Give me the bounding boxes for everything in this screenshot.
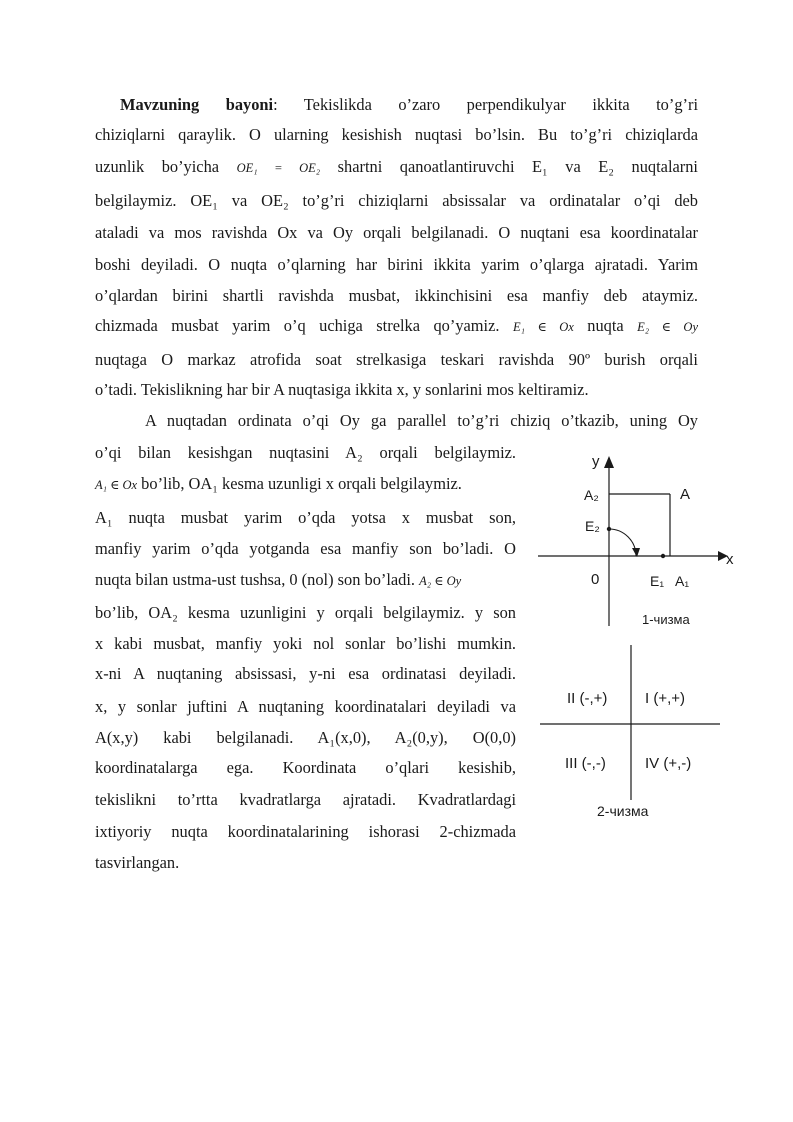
text-line: tekislikni to’rtta kvadratlarga ajratadi. Kvadratlardagi [95, 790, 516, 809]
text-line: tasvirlangan. [95, 853, 180, 872]
quadrant-2-label: II (-,+) [567, 690, 608, 707]
figure-2-quadrants [535, 640, 725, 825]
text-line: x, y sonlar juftini A nuqtaning koordinatalari deyiladi va [95, 697, 516, 716]
formula: E₂ ∈ Oy [637, 320, 698, 334]
text-line: o’qi bilan kesishgan nuqtasini A₂ orqali belgilaymiz. [95, 443, 516, 462]
formula: A₂ ∈ Oy [419, 574, 462, 588]
text-line: ataladi va mos ravishda Ox va Oy orqali belgilanadi. O nuqtani esa koordinatalar [95, 223, 698, 242]
formula: A₁ ∈ Ox [95, 478, 138, 492]
text-line: nuqtaga O markaz atrofida soat strelkasiga teskari ravishda 90º burish orqali [95, 350, 698, 369]
text-line: A nuqtadan ordinata o’qi Oy ga parallel to’g’ri chiziq o’tkazib, uning Oy [145, 411, 698, 430]
text-line: nuqta bilan ustma-ust tushsa, 0 (nol) son bo’ladi. A₂ ∈ Oy [95, 570, 462, 589]
text-line: bo’lib, OA₂ kesma uzunligini y orqali belgilaymiz. y son [95, 603, 516, 622]
text-line: chiziqlarni qaraylik. O ularning kesishish nuqtasi bo’lsin. Bu to’g’ri chiziqlarda [95, 125, 698, 144]
text-line: x-ni A nuqtaning absissasi, y-ni esa ordinatasi deyiladi. [95, 664, 516, 683]
text-line: A₁ nuqta musbat yarim o’qda yotsa x musbat son, [95, 508, 516, 527]
rotation-arc [609, 529, 636, 556]
text-line: chizmada musbat yarim o’q uchiga strelka qo’yamiz. E₁ ∈ Ox nuqta E₂ ∈ Oy [95, 316, 698, 335]
label-origin: 0 [591, 571, 600, 588]
y-axis-arrow-icon [604, 456, 614, 468]
text-line: o’qlardan birini shartli ravishda musbat, ikkinchisini esa manfiy deb ataymiz. [95, 286, 698, 305]
label-y: y [592, 453, 600, 470]
quadrant-4-label: IV (+,-) [645, 755, 692, 772]
label-e1: E₁ [650, 573, 665, 589]
text-line: uzunlik bo’yicha OE₁ = OE₂ shartni qanoatlantiruvchi E₁ va E₂ nuqtalarni [95, 157, 698, 176]
point-e2 [607, 527, 611, 531]
text-line: belgilaymiz. OE₁ va OE₂ to’g’ri chiziqlarni absissalar va ordinatalar o’qi deb [95, 191, 698, 210]
label-e2: E₂ [585, 518, 600, 534]
text-line: A₁ ∈ Ox bo’lib, OA₁ kesma uzunligi x orqali belgilaymiz. [95, 474, 462, 493]
text-line: x kabi musbat, manfiy yoki nol sonlar bo’lishi mumkin. [95, 634, 516, 653]
section-heading: Mavzuning bayoni [120, 95, 274, 114]
quadrant-1-label: I (+,+) [645, 690, 686, 707]
text-line: Mavzuning bayoni: Tekislikda o’zaro perpendikulyar ikkita to’g’ri [120, 95, 699, 114]
point-e1 [661, 554, 665, 558]
text-line: boshi deyiladi. O nuqta o’qlarning har birini ikkita yarim o’qlarga ajratadi. Yarim [95, 255, 698, 274]
text-line: o’tadi. Tekislikning har bir A nuqtasiga ikkita x, y sonlarini mos keltiramiz. [95, 380, 589, 399]
figure-2-caption: 2-чизма [597, 803, 649, 819]
label-a2: A₂ [584, 487, 599, 503]
text-line: koordinatalarga ega. Koordinata o’qlari kesishib, [95, 758, 516, 777]
formula: E₁ ∈ Ox [512, 320, 574, 334]
text-line: ixtiyoriy nuqta koordinatalarining ishorasi 2-chizmada [95, 822, 516, 841]
figure-1-caption: 1-чизма [642, 612, 690, 627]
text-line: manfiy yarim o’qda yotganda esa manfiy son bo’ladi. O [95, 539, 516, 558]
label-a: A [680, 486, 691, 503]
label-a1: A₁ [675, 573, 690, 589]
quadrant-3-label: III (-,-) [565, 755, 606, 772]
text-line: A(x,y) kabi belgilanadi. A₁(x,0), A₂(0,y), O(0,0) [95, 728, 516, 747]
figure-1-coordinate-axes [530, 448, 770, 633]
label-x: x [726, 551, 734, 568]
formula: OE₁ = OE₂ [236, 161, 321, 175]
